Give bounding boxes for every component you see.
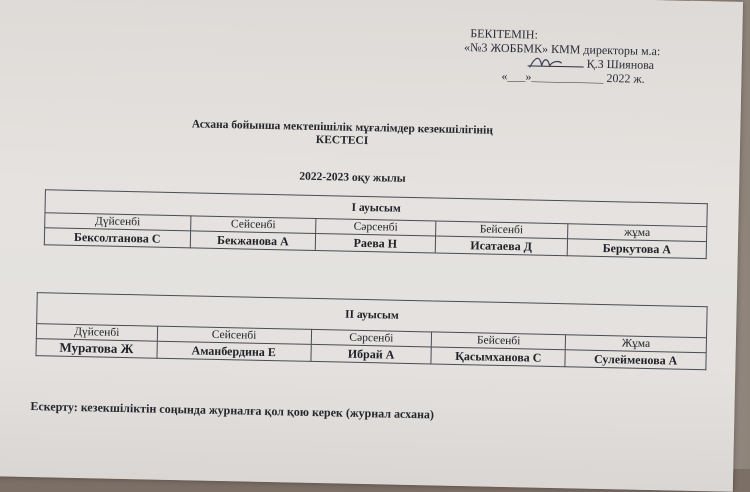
academic-year: 2022-2023 оқу жылы bbox=[299, 170, 406, 185]
approval-date: «___»____________ 2022 ж. bbox=[501, 68, 645, 86]
shift-2-day: Сәрсенбі bbox=[311, 329, 432, 347]
shift-2-table bbox=[35, 292, 707, 370]
shift-1-teacher: Бекжанова А bbox=[190, 231, 316, 251]
shift-1-day: Сейсенбі bbox=[190, 216, 316, 234]
approval-title: БЕКІТЕМІН: bbox=[470, 26, 539, 42]
shift-1-heading: I ауысым bbox=[45, 190, 707, 227]
approval-block bbox=[463, 26, 708, 87]
shift-2-heading: II ауысым bbox=[37, 293, 708, 338]
shift-1-table bbox=[44, 189, 708, 259]
shift-2-teacher: Сулейменова А bbox=[565, 350, 706, 370]
shift-2-day: Дүйсенбі bbox=[36, 324, 157, 342]
shift-2-teacher: Аманбердина Е bbox=[157, 341, 311, 361]
shift-1-day: Бейсенбі bbox=[435, 221, 568, 239]
shift-1-teacher: Бексолтанова С bbox=[44, 228, 190, 248]
shift-2-day: Бейсенбі bbox=[432, 332, 566, 350]
title-line-1: Асхана бойынша мектепішілік мұғалімдер кезекшілігінің bbox=[191, 118, 494, 137]
shift-2-teacher: Ибрай А bbox=[311, 344, 432, 364]
footnote: Ескерту: кезекшіліктін соңында журналға қол қою керек (журнал асхана) bbox=[30, 399, 435, 422]
approval-position: «№3 ЖОББМК» КММ директоры м.а: bbox=[463, 40, 661, 59]
shift-1-day: Дүйсенбі bbox=[45, 213, 191, 231]
shift-2-teacher: Қасымханова С bbox=[431, 347, 565, 367]
shift-1-teacher: Беркутова А bbox=[567, 239, 706, 259]
shift-1-teacher: Исатаева Д bbox=[435, 236, 568, 256]
title-line-2: КЕСТЕСІ bbox=[315, 133, 369, 148]
shift-1-day: жұма bbox=[567, 224, 706, 242]
shift-2-day: Жұма bbox=[566, 335, 707, 353]
shift-1-teacher: Раева Н bbox=[316, 233, 435, 252]
approval-director-name: Қ.З Шиянова bbox=[586, 56, 655, 73]
document-title bbox=[162, 118, 522, 152]
shift-1-day: Сәрсенбі bbox=[316, 218, 435, 235]
shift-2-day: Сейсенбі bbox=[157, 326, 311, 344]
shift-2-teacher: Муратова Ж bbox=[36, 339, 157, 359]
